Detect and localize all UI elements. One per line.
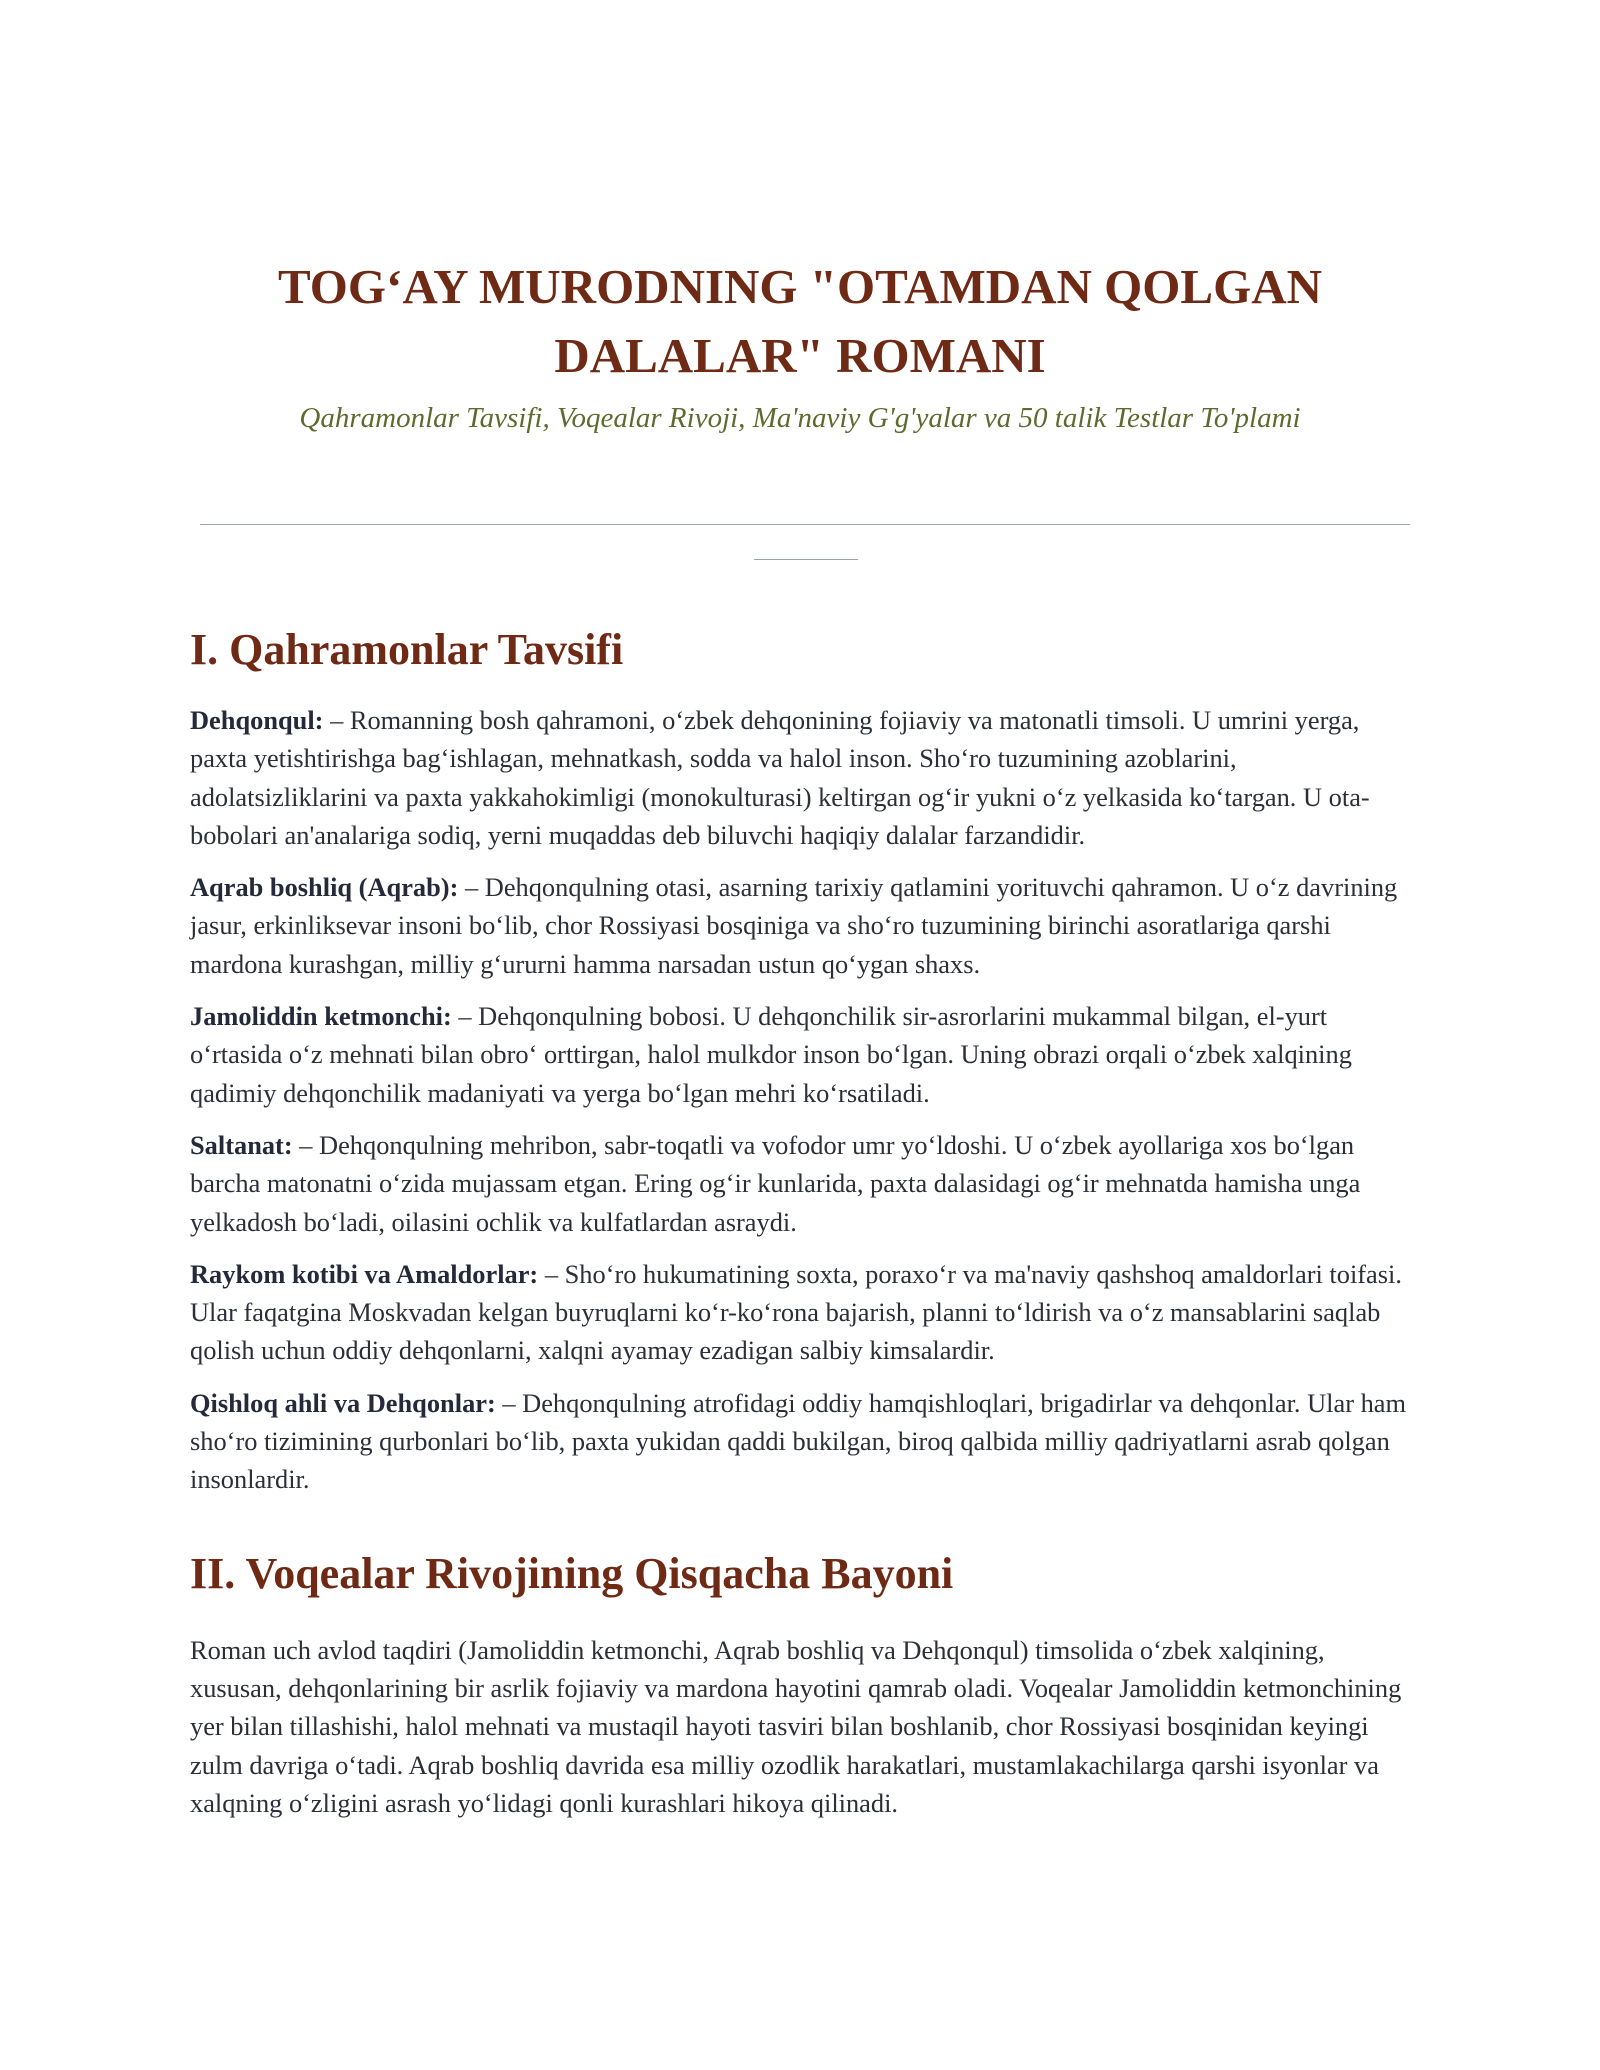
character-description: – Dehqonqulning bobosi. U dehqonchilik sir-asrorlarini mukammal bilgan, el-yurt o‘rtasida o‘z mehnati bilan obro‘ orttirgan, halol mulkdor inson bo‘lgan. Uning obrazi orqali o‘zbek xalqining qadimiy dehqonchilik madaniyati va yerga bo‘lgan mehri ko‘rsatiladi. [190,1001,1352,1108]
character-description: – Romanning bosh qahramoni, o‘zbek dehqonining fojiaviy va matonatli timsoli. U umrini yerga, paxta yetishtirishga bag‘ishlagan, mehnatkash, sodda va halol inson. Sho‘ro tuzumining azoblarini, adolatsizliklarini va paxta yakkahokimligi (monokulturasi) keltirgan og‘ir yukni o‘z yelkasida ko‘targan. U ota-bobolari an'analariga sodiq, yerni muqaddas deb biluvchi haqiqiy dalalar farzandidir. [190,705,1370,850]
character-name: Qishloq ahli va Dehqonlar: [190,1387,496,1418]
divider-short-line [754,559,858,560]
plot-summary-paragraph: Roman uch avlod taqdiri (Jamoliddin ketmonchi, Aqrab boshliq va Dehqonqul) timsolida o‘zbek xalqining, xususan, dehqonlarining bir asrlik fojiaviy va mardona hayotini qamrab oladi. Voqealar Jamoliddin ketmonchining yer bilan tillashishi, halol mehnati va mustaqil hayoti tasviri bilan boshlanib, chor Rossiyasi bosqinidan keyingi zulm davriga o‘tadi. Aqrab boshliq davrida esa milliy ozodlik harakatlari, mustamlakachilarga qarshi isyonlar va xalqning o‘zligini asrash yo‘lidagi qonli kurashlari hikoya qilinadi. [190,1634,1402,1818]
document-title: TOG‘AY MURODNING "OTAMDAN QOLGAN DALALAR" ROMANI [278,259,1322,383]
character-description: – Sho‘ro hukumatining soxta, poraxo‘r va ma'naviy qashshoq amaldorlari toifasi. Ular faqatgina Moskvadan kelgan buyruqlarni ko‘r-ko‘rona bajarish, planni to‘ldirish va o‘z mansablarini saqlab qolish uchun oddiy dehqonlarni, xalqni ayamay ezadigan salbiy kimsalardir. [190,1258,1402,1366]
character-name: Jamoliddin ketmonchi: [190,1001,452,1032]
character-description: – Dehqonqulning mehribon, sabr-toqatli va vofodor umr yo‘ldoshi. U o‘zbek ayollariga xos bo‘lgan barcha matonatni o‘zida mujassam etgan. Ering og‘ir kunlarida, paxta dalasidagi og‘ir mehnatda hamisha unga yelkadosh bo‘ladi, oilasini ochlik va kulfatlardan asraydi. [190,1129,1361,1237]
character-paragraph [190,997,1415,1112]
character-name: Aqrab boshliq (Aqrab): [190,872,459,903]
character-name: Raykom kotibi va Amaldorlar: [190,1258,539,1289]
character-paragraph [190,1384,1415,1499]
character-description: – Dehqonqulning atrofidagi oddiy hamqishloqlari, brigadirlar va dehqonlar. Ular ham sho‘ro tizimining qurbonlari bo‘lib, paxta yukidan qaddi bukilgan, biroq qalbida milliy qadriyatlarni asrab qolgan insonlardir. [190,1387,1407,1495]
character-name: Saltanat: [190,1129,293,1160]
section-heading-plot-summary: II. Voqealar Rivojining Qisqacha Bayoni [190,1548,954,1598]
character-paragraph [190,1255,1415,1370]
document-subtitle: Qahramonlar Tavsifi, Voqealar Rivoji, Ma'naviy G'g'yalar va 50 talik Testlar To'plami [299,402,1301,434]
character-paragraph [190,1126,1415,1241]
character-name: Dehqonqul: [190,705,324,735]
document-body [190,620,1415,1836]
character-paragraph [190,868,1415,983]
section-heading-characters: I. Qahramonlar Tavsifi [190,625,624,674]
divider-line [200,524,1410,525]
character-description: – Dehqonqulning otasi, asarning tarixiy qatlamini yorituvchi qahramon. U o‘z davrining jasur, erkinliksevar insoni bo‘lib, chor Rossiyasi bosqiniga va sho‘ro tuzumining birinchi asoratlariga qarshi mardona kurashgan, milliy g‘ururni hamma narsadan ustun qo‘ygan shaxs. [190,872,1398,979]
character-paragraph [190,701,1415,854]
